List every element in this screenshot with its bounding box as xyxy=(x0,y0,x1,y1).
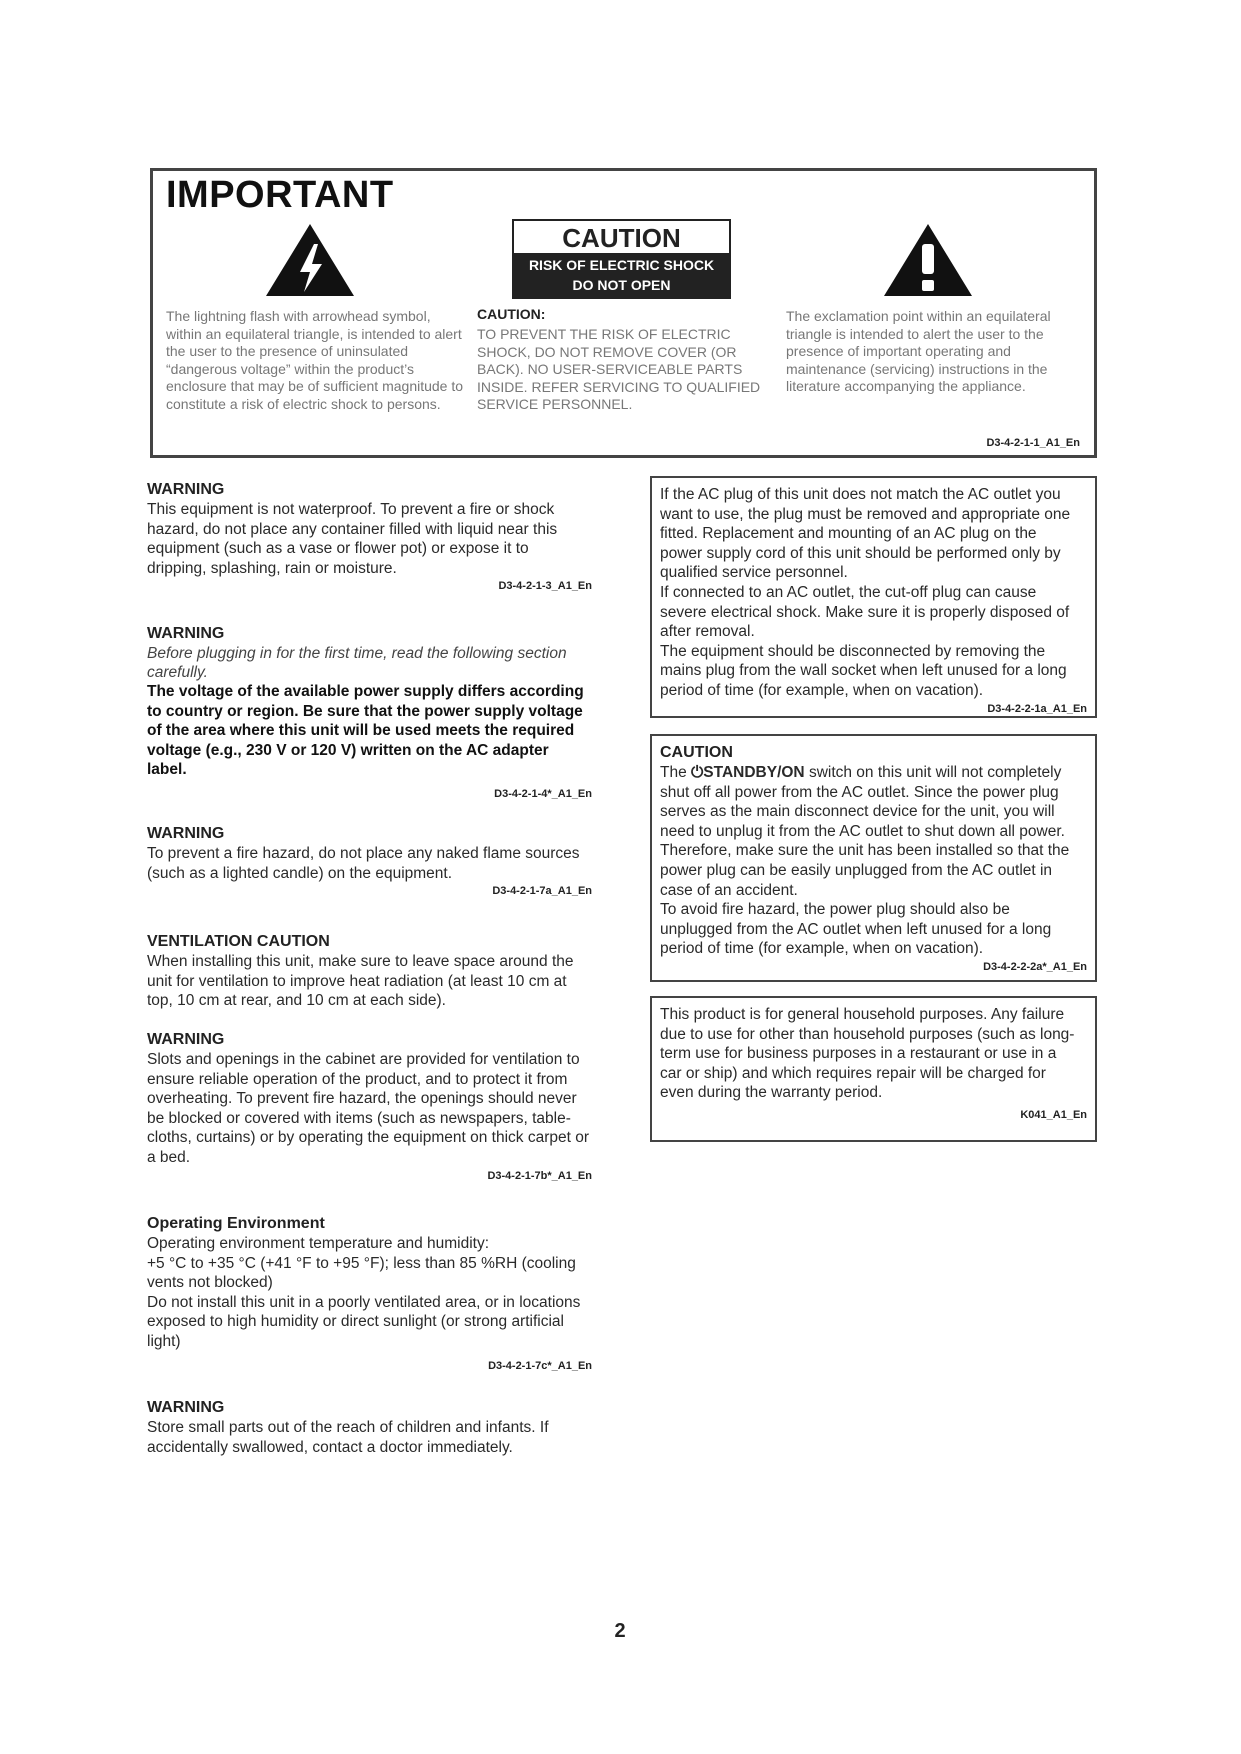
environment-line: Do not install this unit in a poorly ventilated area, or in locations exposed to high humidity or direct sunlight (or strong artificial light) xyxy=(147,1293,581,1350)
ac-plug-paragraph: If connected to an AC outlet, the cut-off plug can cause severe electrical shock. Make sure it is properly disposed of after removal. xyxy=(660,583,1070,641)
ventilation-body: When installing this unit, make sure to leave space around the unit for ventilation to improve heat radiation (at least 10 cm at top, 10 cm at rear, and 10 cm at each side). xyxy=(147,953,574,1010)
standby-paragraph-2: To avoid fire hazard, the power plug should also be unplugged from the AC outlet when left unused for a long period of time (for example, when on vacation). xyxy=(660,901,1052,958)
ac-plug-paragraph: The equipment should be disconnected by removing the mains plug from the wall socket when left unused for a long period of time (for example, when on vacation). xyxy=(660,642,1067,699)
warning-heading: WARNING xyxy=(147,825,225,842)
standby-label: STANDBY/ON xyxy=(703,764,805,781)
power-icon: ⏻ xyxy=(691,764,704,781)
exclamation-description: The exclamation point within an equilateral triangle is intended to alert the user to the presence of important operating and maintenance (servicing) instructions in the literature accompanying the appliance. xyxy=(786,308,1051,394)
household-use-box xyxy=(650,996,1097,1142)
caution-text-heading: CAUTION: xyxy=(477,306,546,322)
lightning-warning-icon xyxy=(264,222,356,298)
household-body: This product is for general household purposes. Any failure due to use for other than household purposes (such as long-term use for business purposes in a restaurant or use in a car or ship) and which requires repair will be charged for even during the warranty period. xyxy=(660,1006,1075,1102)
environment-line: Operating environment temperature and humidity: xyxy=(147,1235,490,1252)
standby-post: switch on this unit will not completely shut off all power from the AC outlet. Since the power plug serves as the main disconnect device for the unit, you will need to unplug it from the AC outlet to shut down all power. Therefore, make sure the unit has been installed so that the power plug can be easily unplugged from the AC outlet in case of an accident. xyxy=(660,764,1070,899)
ac-plug-box xyxy=(650,476,1097,718)
warning-body: Slots and openings in the cabinet are provided for ventilation to ensure reliable operation of the product, and to protect it from overheating. To prevent fire hazard, the openings should never be blocked or covered with items (such as newspapers, table-cloths, curtains) or by operating the equipment on thick carpet or a bed. xyxy=(147,1051,589,1166)
environment-heading: Operating Environment xyxy=(147,1215,325,1232)
caution-label-line1: RISK OF ELECTRIC SHOCK xyxy=(528,257,715,273)
warning-body: This equipment is not waterproof. To prevent a fire or shock hazard, do not place any container filled with liquid near this equipment (such as a vase or flower pot) or expose it to dripping, splashing, rain or moisture. xyxy=(147,501,558,577)
warning-italic-note: Before plugging in for the first time, read the following section carefully. xyxy=(147,645,567,681)
lightning-description: The lightning flash with arrowhead symbol, within an equilateral triangle, is intended to alert the user to the presence of uninsulated “dangerous voltage” within the product’s enclosure that may be of sufficient magnitude to constitute a risk of electric shock to persons. xyxy=(166,308,464,412)
warning-code: D3-4-2-1-3_A1_En xyxy=(498,580,592,593)
warning-body: Store small parts out of the reach of children and infants. If accidentally swallowed, contact a doctor immediately. xyxy=(147,1419,549,1456)
standby-pre: The xyxy=(660,764,687,781)
warning-heading: WARNING xyxy=(147,625,225,642)
ventilation-heading: VENTILATION CAUTION xyxy=(147,933,330,950)
environment-code: D3-4-2-1-7c*_A1_En xyxy=(488,1359,592,1372)
caution-standby-box xyxy=(650,734,1097,982)
warning-waterproof-section xyxy=(147,480,592,592)
operating-environment-section xyxy=(147,1214,592,1372)
warning-openings-section xyxy=(147,1030,592,1182)
warning-body: To prevent a fire hazard, do not place any naked flame sources (such as a lighted candle) on the equipment. xyxy=(147,845,580,882)
household-code: K041_A1_En xyxy=(1020,1108,1087,1121)
caution-text: TO PREVENT THE RISK OF ELECTRIC SHOCK, DO NOT REMOVE COVER (OR BACK). NO USER-SERVICEABLE PARTS INSIDE. REFER SERVICING TO QUALIFIED SERVICE PERSONNEL. xyxy=(477,326,761,412)
caution-label-body xyxy=(514,253,729,297)
ac-plug-code: D3-4-2-2-1a_A1_En xyxy=(987,702,1087,715)
caution-label-line2: DO NOT OPEN xyxy=(572,277,671,293)
page-number: 2 xyxy=(614,1620,626,1642)
environment-line: +5 °C to +35 °C (+41 °F to +95 °F); less than 85 %RH (cooling vents not blocked) xyxy=(147,1254,576,1292)
warning-heading: WARNING xyxy=(147,1399,225,1416)
warning-code: D3-4-2-1-4*_A1_En xyxy=(494,787,592,800)
important-code: D3-4-2-1-1_A1_En xyxy=(986,437,1080,449)
warning-code: D3-4-2-1-7b*_A1_En xyxy=(487,1169,592,1182)
warning-code: D3-4-2-1-7a_A1_En xyxy=(492,885,592,898)
warning-heading: WARNING xyxy=(147,1031,225,1048)
warning-small-parts-section xyxy=(147,1398,592,1457)
warning-heading: WARNING xyxy=(147,481,225,498)
exclamation-warning-icon xyxy=(882,222,974,298)
important-title: IMPORTANT xyxy=(166,174,394,216)
warning-voltage-text: The voltage of the available power supply differs according to country or region. Be sure that the power supply voltage of the area where this unit will be used meets the required voltage (e.g., 230 V or 120 V) written on the AC adapter label. xyxy=(147,683,584,779)
caution-label xyxy=(512,219,731,299)
caution-label-heading: CAUTION xyxy=(562,223,681,253)
caution-code: D3-4-2-2-2a*_A1_En xyxy=(983,960,1087,973)
ac-plug-paragraph: If the AC plug of this unit does not match the AC outlet you want to use, the plug must be removed and appropriate one fitted. Replacement and mounting of an AC plug on the power supply cord of this unit should be performed only by qualified service personnel. xyxy=(660,486,1071,582)
caution-heading: CAUTION xyxy=(660,744,733,761)
standby-paragraph xyxy=(660,763,1081,900)
warning-flame-section xyxy=(147,824,592,897)
ventilation-section xyxy=(147,932,592,1011)
warning-voltage-section xyxy=(147,624,592,800)
